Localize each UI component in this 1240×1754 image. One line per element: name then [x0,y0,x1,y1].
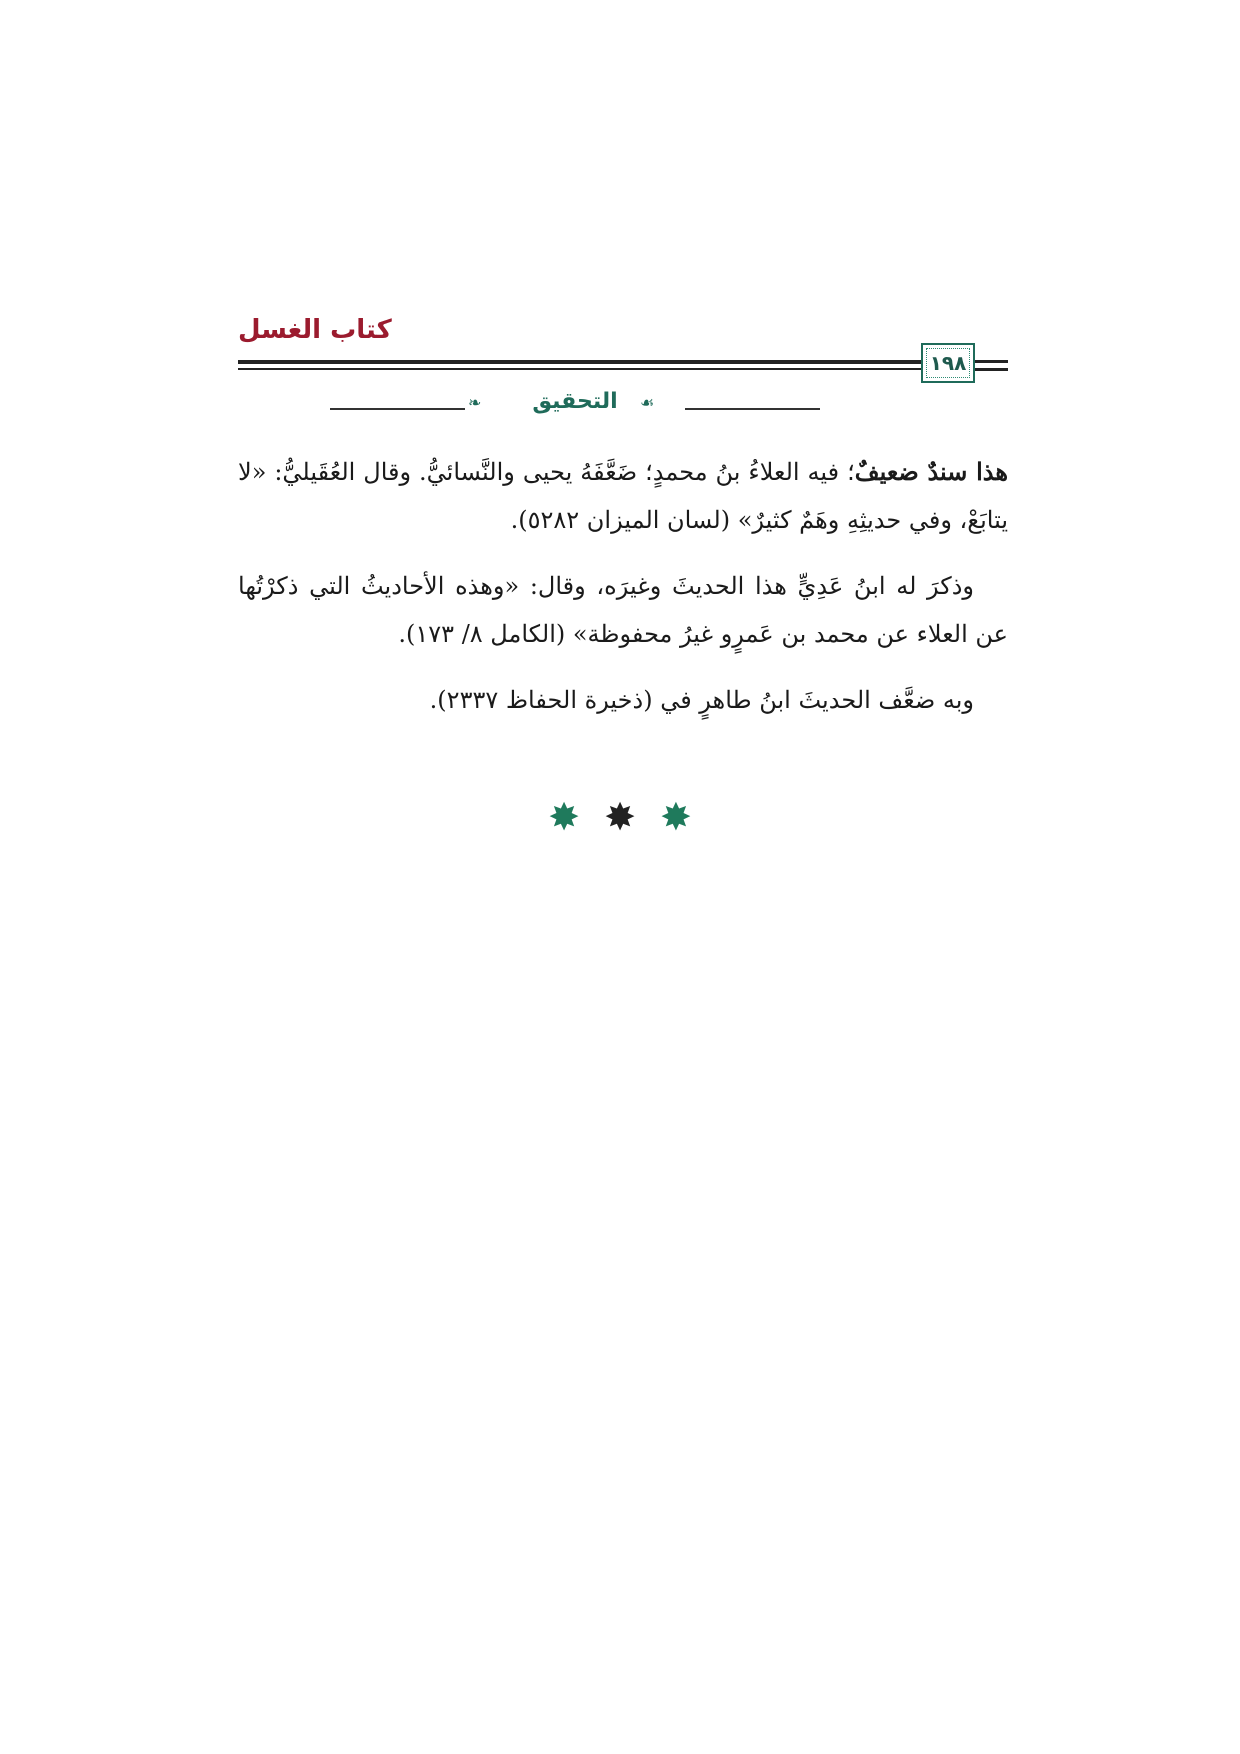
section-title: التحقيق [532,389,618,414]
end-ornament [530,795,710,839]
header-rule-thin [238,368,933,370]
section-divider-right [685,408,820,410]
star-flower-icon: ✸ [548,795,580,839]
paragraph-2: وذكرَ له ابنُ عَدِيٍّ هذا الحديثَ وغيرَه، وقال: «وهذه الأحاديثُ التي ذكرْتُها عن العلاء عن محمد بن عَمرٍو غيرُ محفوظة» (الكامل ٨/ ١٧٣). [238,572,1008,648]
body-text [238,448,1008,742]
paragraph-1-rest: ؛ فيه العلاءُ بنُ محمدٍ؛ ضَعَّفَهُ يحيى والنَّسائيُّ. وقال العُقَيليُّ: «لا يتابَعْ، وفي حديثِهِ وهَمٌ كثيرٌ» (لسان الميزان ٥٢٨٢). [238,458,1008,534]
star-flower-icon: ✸ [604,795,636,839]
section-divider-left [330,408,465,410]
section-heading [330,391,820,421]
scroll-ornament-icon: ☙ [640,393,655,412]
header-rule-right-bottom [975,368,1008,371]
scroll-ornament-icon: ❧ [468,393,482,412]
page-number: ١٩٨ [929,351,967,375]
page-header [238,315,1008,390]
paragraph-1 [238,448,1008,544]
star-flower-icon: ✸ [660,795,692,839]
header-rule-thick [238,360,933,364]
page-number-box [921,343,975,383]
paragraph-3: وبه ضعَّف الحديثَ ابنُ طاهرٍ في (ذخيرة الحفاظ ٢٣٣٧). [429,686,974,714]
paragraph-1-bold: هذا سندٌ ضعيفٌ [854,457,1009,486]
book-title: كتاب الغسل [238,315,392,345]
header-rule-right-top [975,360,1008,363]
